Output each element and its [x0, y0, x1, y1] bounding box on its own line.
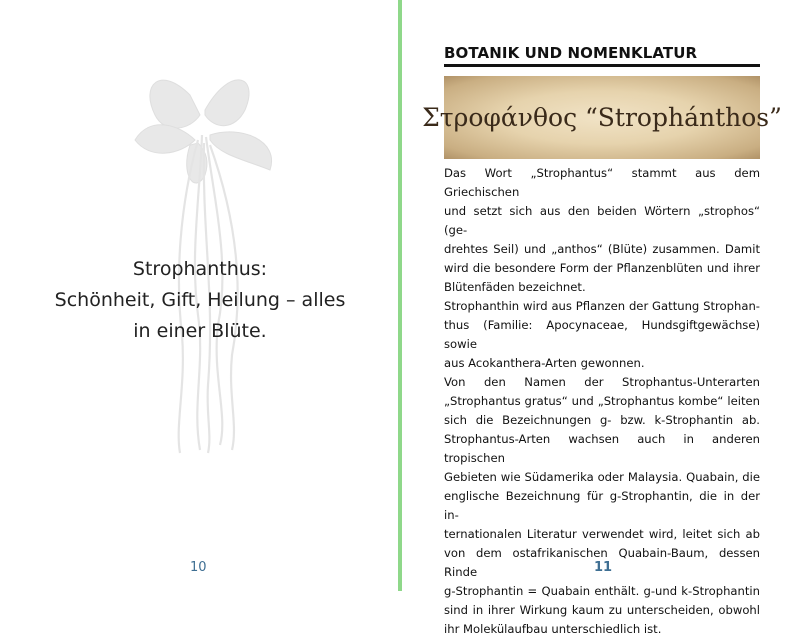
body-line: von dem ostafrikanischen Quabain-Baum, dessen Rinde: [444, 546, 760, 579]
page-number-right: 11: [594, 560, 613, 575]
body-line: g-Strophantin = Quabain enthält. g-und k-Strophantin: [444, 584, 760, 598]
right-page: [402, 0, 800, 636]
quote-line: Strophanthus:: [132, 258, 268, 280]
body-line: „Strophantus gratus“ und „Strophantus kombe“ leiten: [444, 394, 760, 408]
body-line: englische Bezeichnung für g-Strophantin, die in der in-: [444, 489, 760, 522]
quote-line: Schönheit, Gift, Heilung – alles: [54, 289, 346, 311]
body-line: ternationalen Literatur verwendet wird, leitet sich ab: [444, 527, 760, 541]
body-line: Strophantus-Arten wachsen auch in anderen tropischen: [444, 432, 760, 465]
body-line: sich die Bezeichnungen g- bzw. k-Strophantin ab.: [444, 413, 760, 427]
body-line: sind in ihrer Wirkung kaum zu unterscheiden, obwohl: [444, 603, 760, 617]
left-page: [0, 0, 398, 591]
section-heading: BOTANIK UND NOMENKLATUR: [444, 44, 760, 67]
body-line: ihr Molekülaufbau unterschiedlich ist.: [444, 622, 662, 636]
page-number-left: 10: [190, 560, 207, 575]
body-line: thus (Familie: Apocynaceae, Hundsgiftgewächse) sowie: [444, 318, 760, 351]
quote-line: in einer Blüte.: [133, 320, 267, 342]
body-line: wird die besondere Form der Pflanzenblüten und ihrer: [444, 261, 760, 275]
body-line: und setzt sich aus den beiden Wörtern „strophos“ (ge-: [444, 204, 760, 237]
body-line: Das Wort „Strophantus“ stammt aus dem Griechischen: [444, 166, 760, 199]
body-line: Gebieten wie Südamerika oder Malaysia. Quabain, die: [444, 470, 760, 484]
greek-title-banner: [422, 76, 782, 159]
banner-text: Στροφάνθος “Strophánthos”: [422, 103, 782, 132]
body-line: Strophanthin wird aus Pflanzen der Gattung Strophan-: [444, 299, 760, 313]
body-line: drehtes Seil) und „anthos“ (Blüte) zusammen. Damit: [444, 242, 760, 256]
title-quote: [30, 254, 370, 347]
body-line: aus Acokanthera-Arten gewonnen.: [444, 356, 645, 370]
body-line: Von den Namen der Strophantus-Unterarten: [444, 375, 760, 389]
body-line: Blütenfäden bezeichnet.: [444, 280, 586, 294]
